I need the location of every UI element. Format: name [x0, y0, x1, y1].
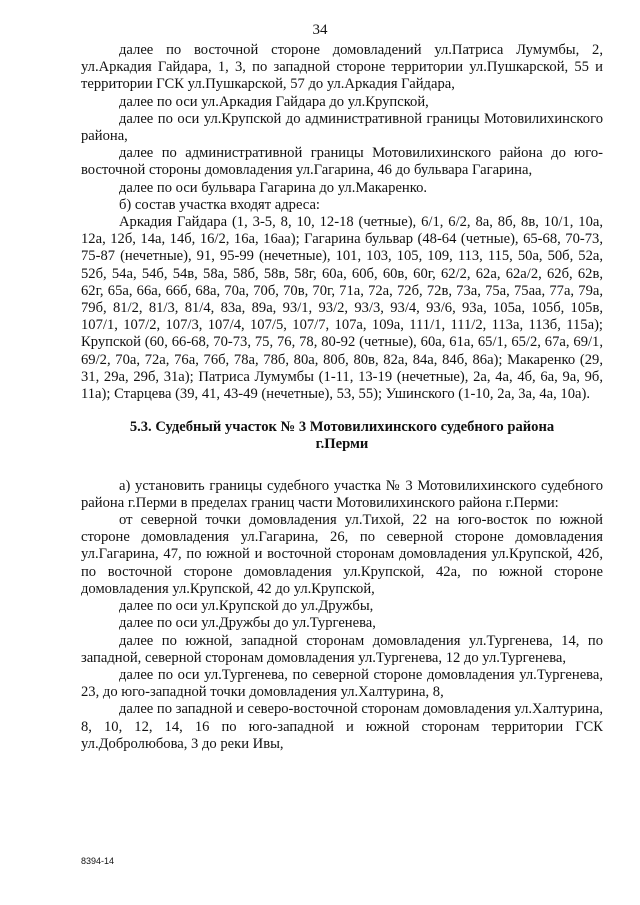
paragraph-top-1: далее по оси ул.Аркадия Гайдара до ул.Крупской,	[119, 93, 429, 110]
paragraph-bottom-0: а) установить границы судебного участка № 3 Мотовилихинского судебного района г.Перми в пределах границ части Мотовилихинского района г.Перми:	[81, 477, 603, 511]
paragraph-bottom-5: далее по оси ул.Тургенева, по северной стороне домовладения ул.Тургенева, 23, до юго-западной точки домовладения ул.Халтурина, 8,	[81, 666, 603, 701]
footer-code: 8394-14	[81, 856, 115, 866]
spacer	[81, 454, 603, 478]
paragraph-bottom-4: далее по южной, западной сторонам домовладения ул.Тургенева, 14, по западной, северной сторонам домовладения ул.Тургенева, 12 до ул.Тургенева,	[81, 632, 603, 666]
paragraph-bottom-2: далее по оси ул.Крупской до ул.Дружбы,	[119, 598, 374, 615]
paragraph-top-3: далее по административной границы Мотовилихинского района до юго-восточной стороны домовладения ул.Гагарина, 46 до бульвара Гагарина,	[81, 145, 603, 179]
paragraph-top-4: далее по оси бульвара Гагарина до ул.Макаренко.	[119, 179, 428, 196]
paragraph-bottom-1: от северной точки домовладения ул.Тихой, 22 на юго-восток по южной стороне домовладения ул.Гагарина, 26, по северной стороне домовладения ул.Гагарина, 47, по южной и восточной сторонам домовладения ул.Крупской, 42б, по восточной стороне домовладения ул.Крупской, 42а, по южной стороне домовладения ул.Крупской, 42 до ул.Крупской,	[81, 512, 603, 597]
paragraph-bottom-3: далее по оси ул.Дружбы до ул.Тургенева,	[119, 615, 376, 632]
page-number: 34	[312, 22, 328, 38]
paragraph-top-0: далее по восточной стороне домовладений ул.Патриса Лумумбы, 2, ул.Аркадия Гайдара, 1, 3, по западной стороне территории ул.Пушкарской, 55 и территории ГСК ул.Пушкарской, 57 до ул.Аркадия Гайдара,	[81, 42, 603, 93]
address-list-paragraph: Аркадия Гайдара (1, 3-5, 8, 10, 12-18 (четные), 6/1, 6/2, 8а, 8б, 8в, 10/1, 10а, 12а, 12б, 14а, 14б, 16/2, 16а, 16аа); Гагарина бульвар (48-64 (четные), 65-68, 70-73, 75-87 (нечетные), 91, 95-99 (нечетные), 101, 103, 105, 109, 113, 115, 50а, 50б, 52а, 52б, 54а, 54б, 54в, 58а, 58б, 58в, 58г, 60а, 60б, 60в, 60г, 62/2, 62а, 62а/2, 62б, 62в, 62г, 65а, 66а, 66б, 68а, 70а, 70б, 70в, 70г, 71а, 72а, 72б, 72в, 73а, 75а, 75аа, 77а, 79а, 79б, 81/2, 81/3, 81/4, 83а, 89а, 93/1, 93/2, 93/3, 93/4, 93/6, 93а, 105а, 105б, 105в, 107/1, 107/2, 107/3, 107/4, 107/5, 107/7, 107а, 109а, 111/1, 111/2, 113а, 113б, 115а); Крупской (60, 66-68, 70-73, 75, 76, 78, 80-92 (четные), 60а, 61а, 65/1, 65/2, 67а, 69/1, 69/2, 70а, 72а, 76а, 76б, 78а, 78б, 80а, 80б, 80в, 82а, 84а, 84б, 86а); Макаренко (29, 31, 29а, 29б, 31а); Патриса Лумумбы (1-11, 13-19 (нечетные), 2а, 4а, 4б, 6а, 9а, 9б, 11а); Старцева (39, 41, 43-49 (нечетные), 53, 55); Ушинского (1-10, 2а, 3а, 4а, 10а).	[81, 214, 603, 403]
section-heading: 5.3. Судебный участок № 3 Мотовилихинского судебного района г.Перми	[129, 419, 555, 453]
document-body	[81, 42, 603, 753]
paragraph-bottom-6: далее по западной и северо-восточной сторонам домовладения ул.Халтурина, 8, 10, 12, 14, 16 по юго-западной и южной сторонам территории ГСК ул.Добролюбова, 3 до реки Ивы,	[81, 701, 603, 752]
paragraph-top-5: б) состав участка входят адреса:	[119, 196, 320, 213]
paragraph-top-2: далее по оси ул.Крупской до административной границы Мотовилихинского района,	[81, 110, 603, 145]
